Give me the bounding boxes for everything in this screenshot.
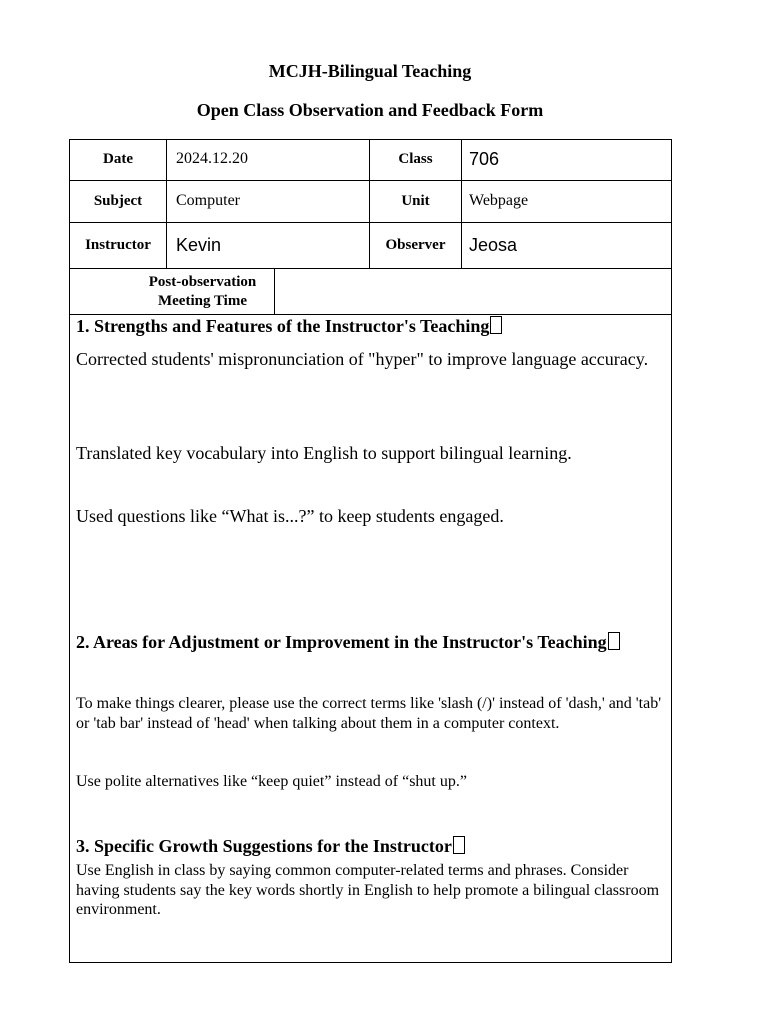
strengths-paragraph: Translated key vocabulary into English to support bilingual learning. (76, 443, 572, 463)
unit-value: Webpage (469, 192, 529, 209)
checkbox-glyph (490, 316, 502, 334)
form-title: MCJH-Bilingual Teaching (268, 61, 472, 81)
instructor-value: Kevin (176, 235, 222, 255)
meeting-time-value (284, 280, 664, 304)
meeting-time-label-line2: Meeting Time (157, 293, 247, 309)
date-value: 2024.12.20 (176, 150, 248, 167)
class-value: 706 (469, 149, 500, 169)
strengths-paragraph: Corrected students' mispronunciation of "hyper" to improve language accuracy. (76, 349, 649, 369)
unit-label: Unit (401, 193, 430, 209)
observer-label: Observer (385, 237, 446, 253)
strengths-paragraph: Used questions like “What is...?” to keep students engaged. (76, 506, 504, 526)
instructor-label: Instructor (85, 237, 151, 253)
date-label: Date (103, 151, 133, 167)
checkbox-glyph (608, 632, 620, 650)
row-divider (70, 222, 671, 223)
column-divider (461, 140, 462, 268)
improvement-heading: 2. Areas for Adjustment or Improvement in the Instructor's Teaching (76, 626, 664, 658)
form-subtitle: Open Class Observation and Feedback Form (196, 100, 544, 120)
meeting-time-label-line1: Post-observation (148, 274, 257, 290)
row-divider (70, 180, 671, 181)
class-label: Class (398, 151, 433, 167)
subject-value: Computer (176, 192, 240, 209)
strengths-heading: 1. Strengths and Features of the Instructor's Teaching (76, 316, 664, 337)
observer-value: Jeosa (469, 235, 518, 255)
row-divider (70, 268, 671, 269)
checkbox-glyph (453, 836, 465, 854)
subject-label: Subject (93, 193, 143, 209)
meeting-time-label (120, 273, 285, 311)
improvement-paragraph: Use polite alternatives like “keep quiet” instead of “shut up.” (76, 773, 467, 790)
suggestions-paragraph: Use English in class by saying common computer-related terms and phrases. Consider having students say the key words shortly in English to help promote a bilingual classroom environment. (76, 862, 660, 918)
improvement-paragraph: To make things clearer, please use the correct terms like 'slash (/)' instead of 'dash,' and 'tab' or 'tab bar' instead of 'head' when talking about them in a computer context. (76, 695, 662, 732)
row-divider (70, 314, 671, 315)
column-divider (166, 140, 167, 268)
suggestions-heading: 3. Specific Growth Suggestions for the Instructor (76, 836, 664, 857)
observation-form-table (69, 139, 672, 963)
